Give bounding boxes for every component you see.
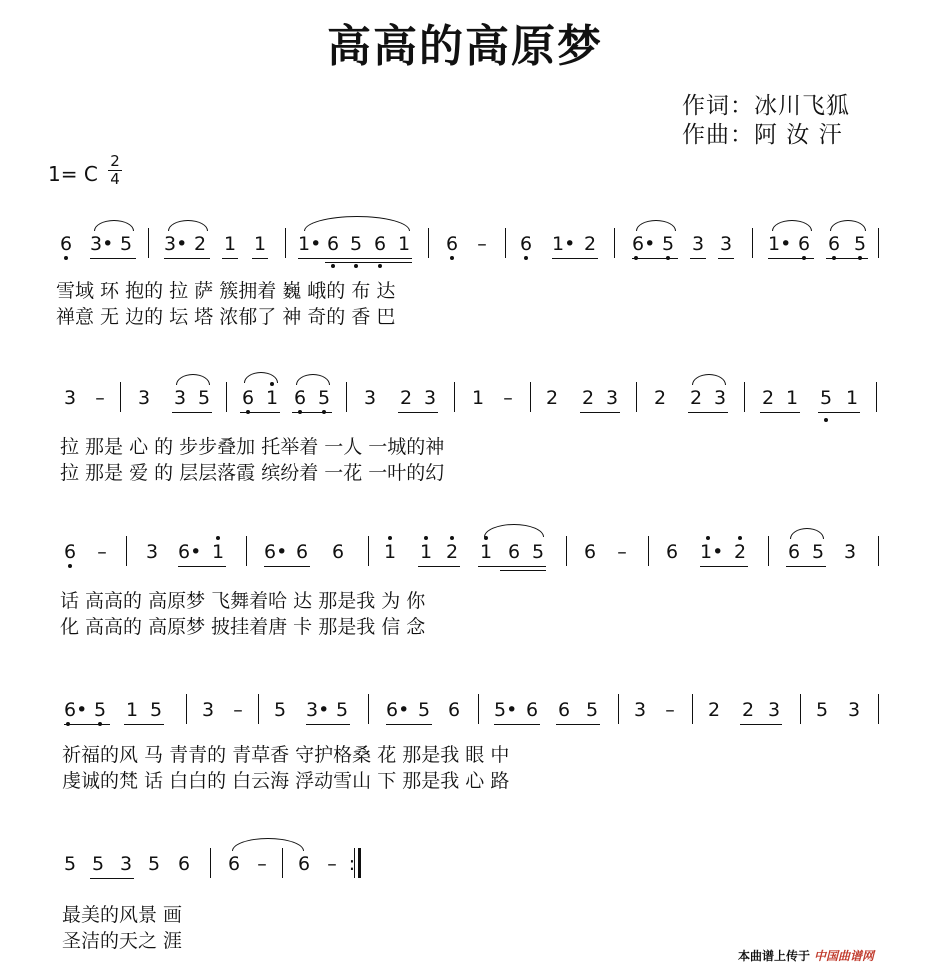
- note: 3: [633, 699, 647, 721]
- time-signature: [108, 154, 122, 187]
- note: 6: [292, 388, 308, 408]
- lyric-line-1: 最美的风景 画: [62, 904, 183, 926]
- note: 2: [581, 387, 595, 409]
- note: –: [257, 853, 267, 875]
- note: 1: [223, 233, 237, 255]
- note: 1: [253, 233, 267, 255]
- note: 6: [826, 234, 842, 254]
- lyric-line-1: 雪域 环 抱的 拉 萨 簇拥着 巍 峨的 布 达: [56, 280, 396, 302]
- composer-credit: 作曲：阿 汝 汗: [682, 122, 843, 148]
- note: 6: [787, 541, 801, 563]
- note: –: [477, 233, 487, 255]
- note: 1: [471, 387, 485, 409]
- note: 2: [689, 387, 703, 409]
- key-label: 1= C: [48, 162, 98, 186]
- note: 5: [119, 233, 133, 255]
- note: –: [95, 387, 105, 409]
- note: 5: [147, 853, 161, 875]
- note: 6: [507, 541, 521, 563]
- note: 3: [423, 387, 437, 409]
- note: 5: [316, 388, 332, 408]
- repeat-dots: :: [348, 853, 356, 875]
- time-bottom: 4: [110, 170, 120, 188]
- note: 3: [119, 853, 133, 875]
- note: 3: [201, 699, 215, 721]
- note: 5: [818, 388, 834, 408]
- note: 2: [761, 387, 775, 409]
- note: 6: [796, 234, 812, 254]
- note: 6: [227, 853, 241, 875]
- note: 3: [843, 541, 857, 563]
- note: 3: [719, 233, 733, 255]
- note: 3: [847, 699, 861, 721]
- note: 6: [447, 699, 461, 721]
- note: 6: [518, 234, 534, 254]
- note: 3: [713, 387, 727, 409]
- note: 1•: [552, 233, 576, 255]
- note: 2: [545, 387, 559, 409]
- note: 2: [193, 233, 207, 255]
- note: 1•: [768, 233, 792, 255]
- note: 5•: [494, 699, 518, 721]
- note: –: [233, 699, 243, 721]
- note: 6: [240, 388, 256, 408]
- site-logo[interactable]: 中国曲谱网: [814, 949, 875, 963]
- note: 3: [605, 387, 619, 409]
- note: 6: [58, 234, 74, 254]
- note: 3•: [306, 699, 330, 721]
- lyric-line-2: 虔诚的梵 话 白白的 白云海 浮动雪山 下 那是我 心 路: [62, 770, 510, 792]
- note: 5: [815, 699, 829, 721]
- note: 1: [264, 388, 280, 408]
- note: 3: [363, 387, 377, 409]
- lyric-line-2: 拉 那是 爱 的 层层落霞 缤纷着 一花 一叶的幻: [60, 462, 445, 484]
- note: 5: [149, 699, 163, 721]
- note: 6: [297, 853, 311, 875]
- note: 2: [583, 233, 597, 255]
- note: 5: [273, 699, 287, 721]
- note: 1: [382, 542, 398, 562]
- footer-label: 本曲谱上传于: [738, 949, 811, 963]
- note: 5: [92, 700, 108, 720]
- lyric-line-1: 话 高高的 高原梦 飞舞着哈 达 那是我 为 你: [60, 590, 426, 612]
- note: 5: [348, 234, 364, 254]
- note: –: [665, 699, 675, 721]
- note: 3: [63, 387, 77, 409]
- note: 5: [585, 699, 599, 721]
- note: 3•: [90, 233, 114, 255]
- lyric-line-1: 拉 那是 心 的 步步叠加 托举着 一人 一城的神: [60, 436, 445, 458]
- note: 3•: [164, 233, 188, 255]
- note: 3: [173, 387, 187, 409]
- note: 6•: [264, 541, 288, 563]
- note: 2: [741, 699, 755, 721]
- note: –: [327, 853, 337, 875]
- note: –: [503, 387, 513, 409]
- note: 1•: [298, 233, 322, 255]
- note: 6•: [64, 700, 80, 720]
- key-signature: [48, 152, 120, 188]
- note: 5: [197, 387, 211, 409]
- note: 6•: [386, 699, 410, 721]
- note: 2: [399, 387, 413, 409]
- note: 6: [444, 234, 460, 254]
- lyric-line-1: 祈福的风 马 青青的 青草香 守护格桑 花 那是我 眼 中: [62, 744, 510, 766]
- note: 5: [660, 234, 676, 254]
- lyric-line-2: 圣洁的天之 涯: [62, 930, 183, 952]
- note: 1: [785, 387, 799, 409]
- note: 6: [295, 541, 309, 563]
- note: 3: [691, 233, 705, 255]
- note: 5: [531, 541, 545, 563]
- lyric-line-2: 禅意 无 边的 坛 塔 浓郁了 神 奇的 香 巴: [56, 306, 396, 328]
- note: 6: [372, 234, 388, 254]
- credits: [682, 92, 850, 150]
- note: 1: [125, 699, 139, 721]
- note: 1: [478, 542, 494, 562]
- note: 6: [325, 234, 341, 254]
- note: 3: [145, 541, 159, 563]
- footer: [738, 947, 874, 964]
- note: 6: [62, 542, 78, 562]
- note: 6: [557, 699, 571, 721]
- note: 6: [665, 541, 679, 563]
- note: 5: [63, 853, 77, 875]
- note: 2: [444, 542, 460, 562]
- note: 1: [210, 542, 226, 562]
- note: 3: [137, 387, 151, 409]
- note: 6•: [632, 234, 648, 254]
- note: 6: [525, 699, 539, 721]
- note: 2: [732, 542, 748, 562]
- note: 5: [417, 699, 431, 721]
- lyric-line-2: 化 高高的 高原梦 披挂着唐 卡 那是我 信 念: [60, 616, 426, 638]
- note: 1•: [700, 542, 716, 562]
- note: 5: [811, 541, 825, 563]
- note: 2: [707, 699, 721, 721]
- note: –: [97, 541, 107, 563]
- note: 5: [335, 699, 349, 721]
- note: 5: [91, 853, 105, 875]
- note: 6: [583, 541, 597, 563]
- note: 6•: [178, 541, 202, 563]
- note: –: [617, 541, 627, 563]
- note: 6: [177, 853, 191, 875]
- note: 2: [653, 387, 667, 409]
- note: 1: [418, 542, 434, 562]
- note: 5: [852, 234, 868, 254]
- note: 3: [767, 699, 781, 721]
- note: 6: [331, 541, 345, 563]
- time-top: 2: [110, 152, 120, 170]
- lyricist-credit: 作词：冰川飞狐: [682, 93, 850, 119]
- song-title: 高高的高原梦: [327, 21, 603, 72]
- note: 1: [845, 387, 859, 409]
- note: 1: [397, 233, 411, 255]
